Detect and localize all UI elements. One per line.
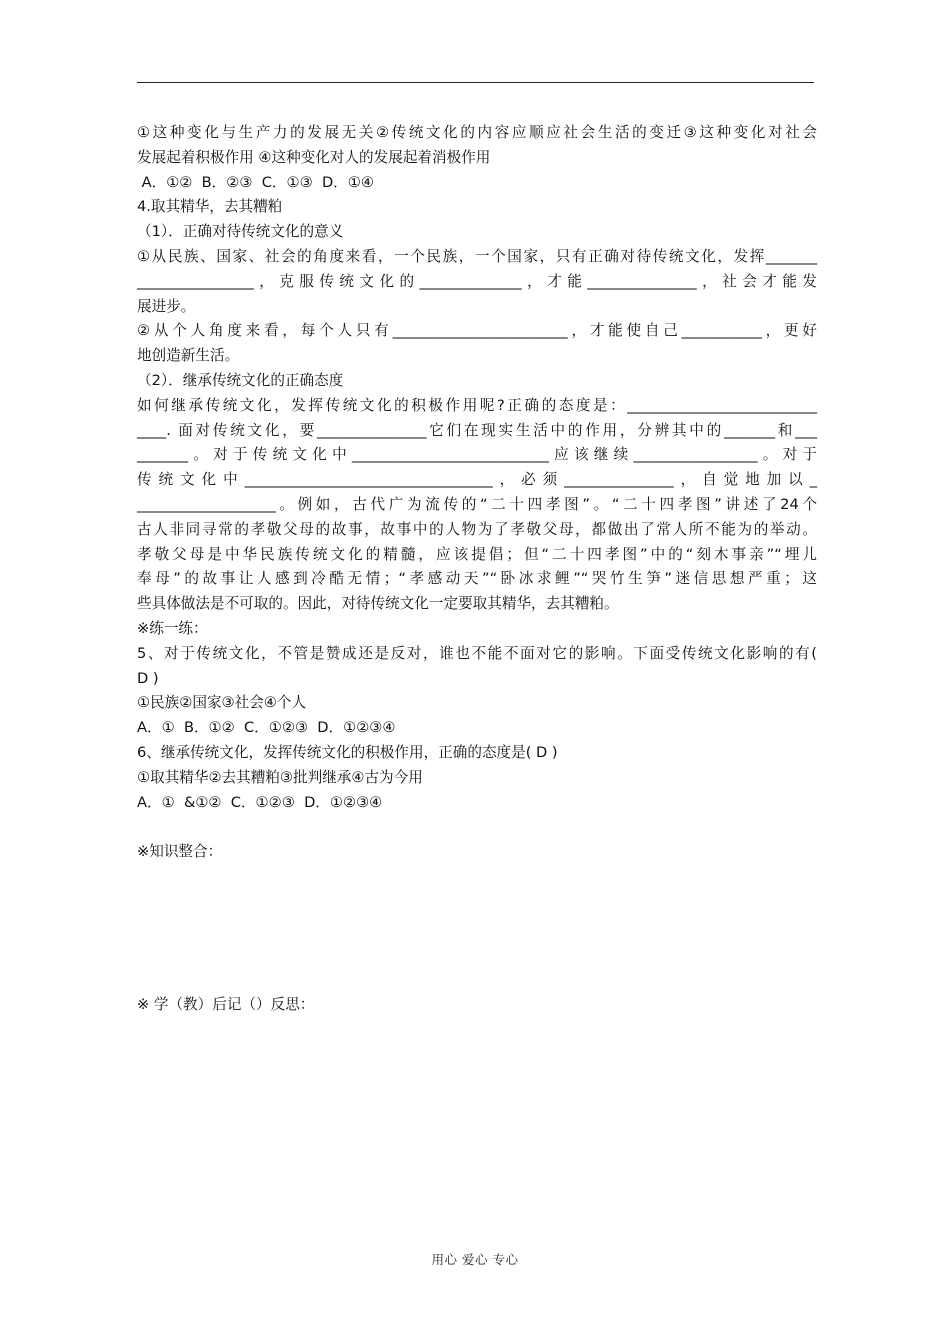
question-6: 6、继承传统文化，发挥传统文化的积极作用，正确的态度是( D ) [137,743,558,761]
fill-blank-line: 传统文化中__________________________________，必须_______________，自觉地加以_ [137,471,817,489]
fill-blank-line: ②从个人角度来看，每个人只有________________________，才能使自己___________，更好 [137,322,817,340]
spacer [137,865,817,993]
practice-heading: ※练一练： [137,619,208,637]
text-line: ①这种变化与生产力的发展无关②传统文化的内容应顺应社会生活的变迁③这种变化对社会 [137,124,817,141]
spacer [137,815,817,840]
fill-blank-line: ___________________。例如，古代广为流传的“二十四孝图”。“二十四孝图”讲述了24个 [137,495,817,513]
knowledge-integration-heading: ※知识整合： [137,843,223,861]
reflection-heading: ※ 学（教）后记（）反思： [137,995,315,1013]
subsection-heading: （2）．继承传统文化的正确态度 [137,371,344,389]
text-line: 展进步。 [137,297,196,315]
choice-options: A．①② B．②③ C．①③ D．①④ [137,173,374,191]
paragraph-line: 些具体做法是不可取的。因此，对待传统文化一定要取其精华，去其糟粕。 [137,595,619,613]
question-5-options: A．① B．①② C．①②③ D．①②③④ [137,719,396,737]
document-body [137,121,817,1018]
fill-blank-line: 如何继承传统文化，发挥传统文化的积极作用呢?正确的态度是：__________________________ [137,396,817,414]
question-5-items: ①民族②国家③社会④个人 [137,694,307,712]
paragraph-line: 孝敬父母是中华民族传统文化的精髓，应该提倡；但“二十四孝图”中的“刻木事亲”“埋儿 [137,545,817,563]
header-rule [137,82,814,83]
question-5-answer: D ) [137,669,159,687]
question-5: 5、对于传统文化，不管是赞成还是反对，谁也不能不面对它的影响。下面受传统文化影响的有( [137,644,817,662]
fill-blank-line: ①从民族、国家、社会的角度来看，一个民族，一个国家，只有正确对待传统文化，发挥_______ [137,247,817,265]
fill-blank-line: ____. 面对传统文化，要_______________它们在现实生活中的作用，分辨其中的_______和___ [137,421,817,439]
section-heading: 4.取其精华，去其糟粕 [137,198,283,216]
question-6-items: ①取其精华②去其糟粕③批判继承④古为今用 [137,768,423,786]
text-line: 地创造新生活。 [137,347,240,365]
subsection-heading: （1）．正确对待传统文化的意义 [137,223,344,241]
fill-blank-line: ________________，克服传统文化的______________，才能_______________，社会才能发 [137,272,817,290]
question-6-options: A．① &①② C．①②③ D．①②③④ [137,793,383,811]
fill-blank-line: _______。对于传统文化中___________________________应该继续_________________。对于 [137,446,817,464]
page-footer: 用心 爱心 专心 [431,1252,519,1267]
paragraph-line: 古人非同寻常的孝敬父母的故事，故事中的人物为了孝敬父母，都做出了常人所不能为的举动。 [137,520,817,538]
paragraph-line: 奉母”的故事让人感到冷酷无情；“孝感动天”“卧冰求鲤”“哭竹生笋”迷信思想严重；这 [137,570,817,588]
text-line: 发展起着积极作用 ④这种变化对人的发展起着消极作用 [137,148,491,166]
